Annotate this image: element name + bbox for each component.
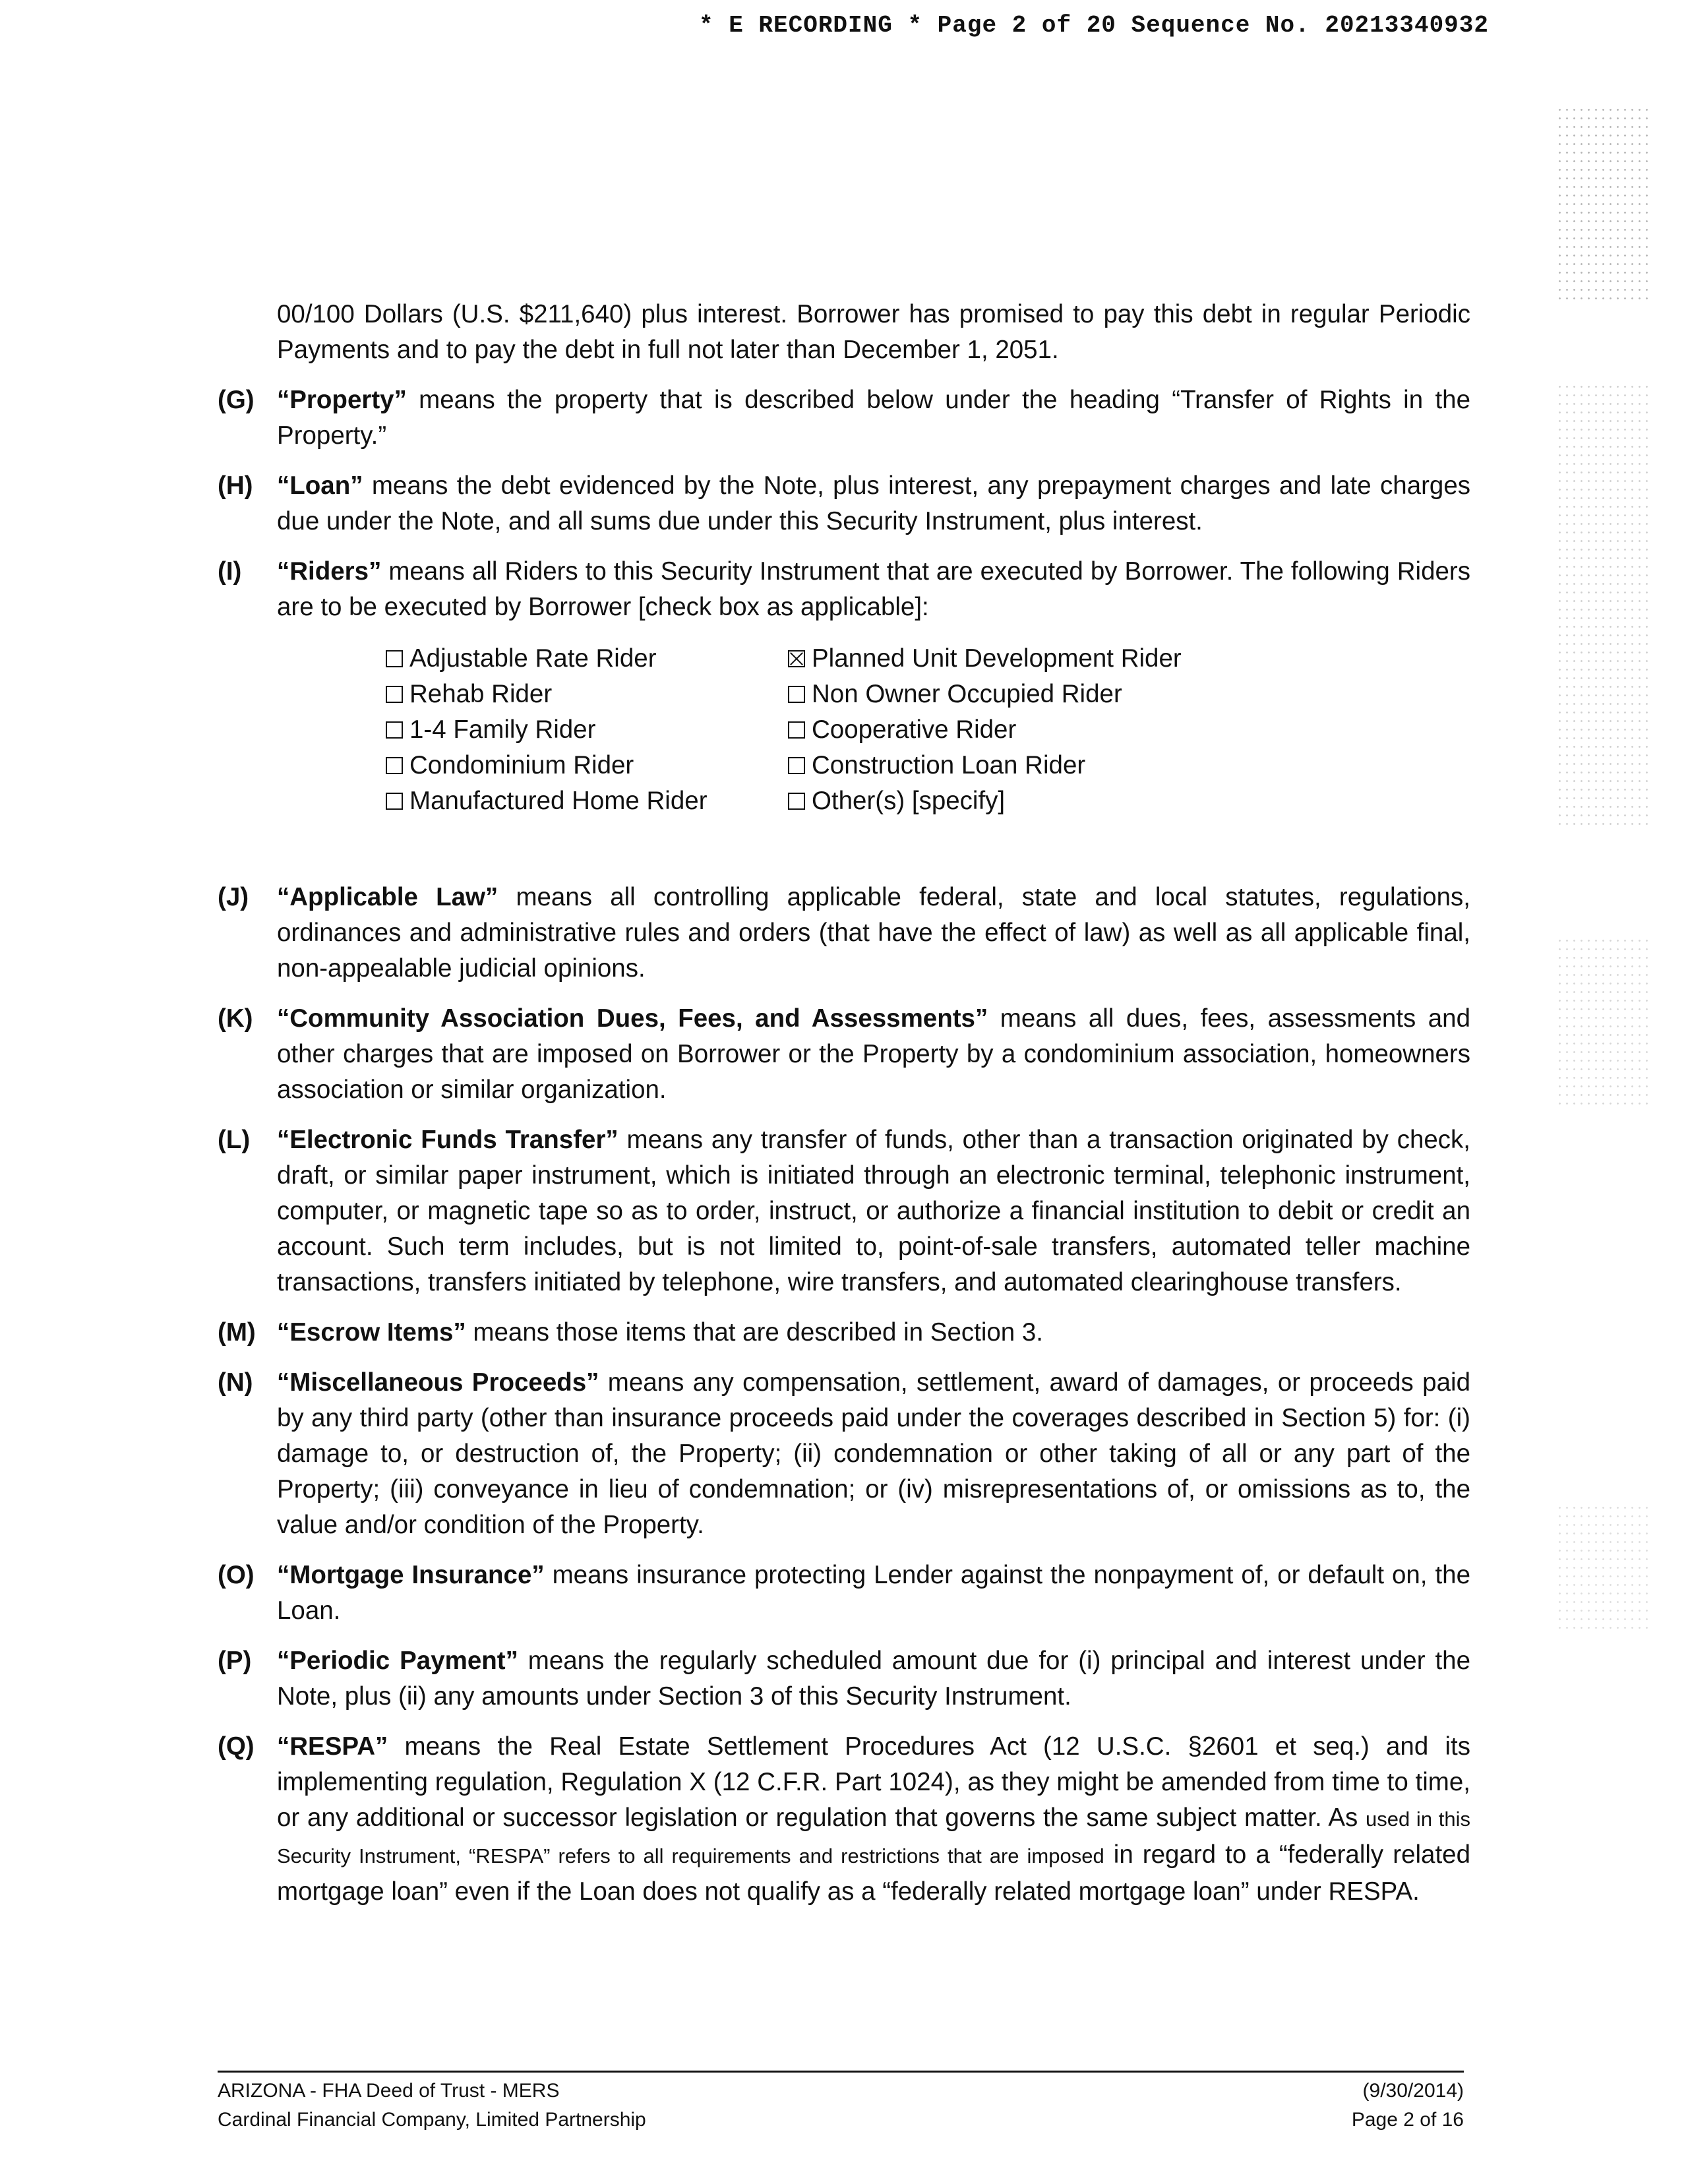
definition-text: means any transfer of funds, other than a transaction originated by check, draft, or similar paper instrument, which is initiated through an electronic terminal, telephonic instrument, computer, or magnetic tape so as to order, instruct, or authorize a financial institution to debit or credit an account. Such term includes, but is not limited to, point-of-sale transfers, automated teller machine transactions, transfers initiated by telephone, wire transfers, and automated clearinghouse transfers. bbox=[277, 1126, 1471, 1296]
definition-text: means the Real Estate Settlement Procedures Act (12 U.S.C. §2601 et seq.) and its implementing regulation, Regulation X (12 C.F.R. Part 1024), as they might be amended from time to time, or any additional or successor legislation or regulation that governs the same subject matter. As bbox=[277, 1732, 1470, 1832]
rider-manufactured-home[interactable] bbox=[386, 783, 788, 819]
rider-rehab[interactable] bbox=[386, 677, 788, 712]
definition-riders bbox=[218, 554, 1470, 625]
checkbox[interactable] bbox=[386, 793, 403, 810]
document-body bbox=[218, 297, 1470, 1910]
checkbox[interactable] bbox=[386, 650, 403, 667]
checkbox[interactable] bbox=[386, 686, 403, 703]
definition-periodic-payment bbox=[218, 1643, 1470, 1714]
definition-property bbox=[218, 382, 1470, 454]
recording-stamp: * E RECORDING * Page 2 of 20 Sequence No. 20213340932 bbox=[699, 12, 1489, 39]
definition-text: means all dues, fees, assessments and other charges that are imposed on Borrower or the Property by a condominium association, homeowners association or similar organization. bbox=[277, 1004, 1470, 1104]
definition-label: (J) bbox=[218, 883, 249, 911]
definition-text: means the regularly scheduled amount due for (i) principal and interest under the Note, plus (ii) any amounts under Section 3 of this Security Instrument. bbox=[277, 1647, 1470, 1711]
checkbox[interactable] bbox=[788, 793, 805, 810]
definition-label: (O) bbox=[218, 1561, 255, 1589]
definition-label: (G) bbox=[218, 386, 255, 414]
checkbox[interactable] bbox=[386, 757, 403, 774]
definition-label: (M) bbox=[218, 1318, 256, 1347]
definition-term: “Miscellaneous Proceeds” bbox=[277, 1368, 599, 1397]
rider-label: Non Owner Occupied Rider bbox=[812, 680, 1122, 708]
rider-label: Other(s) [specify] bbox=[812, 787, 1006, 815]
definition-miscellaneous-proceeds bbox=[218, 1365, 1470, 1543]
definition-community-association-dues bbox=[218, 1001, 1470, 1108]
definition-loan bbox=[218, 468, 1470, 539]
definition-text: means all Riders to this Security Instrument that are executed by Borrower. The following Riders are to be executed by Borrower [check box as applicable]: bbox=[277, 557, 1470, 621]
definition-electronic-funds-transfer bbox=[218, 1122, 1470, 1300]
scan-noise bbox=[1556, 936, 1648, 1108]
lender-name: Cardinal Financial Company, Limited Partnership bbox=[218, 2109, 646, 2131]
rider-label: Construction Loan Rider bbox=[812, 751, 1086, 779]
definition-term: “Mortgage Insurance” bbox=[277, 1561, 545, 1589]
definition-text-tail: in regard to a “federally related mortgage loan” even if the Loan does not qualify as a “federally related mortgage loan” under RESPA. bbox=[277, 1840, 1470, 1906]
scan-noise bbox=[1556, 1503, 1648, 1635]
definition-escrow-items bbox=[218, 1315, 1470, 1350]
definition-term: “Riders” bbox=[277, 557, 382, 586]
definition-label: (Q) bbox=[218, 1732, 255, 1761]
definition-mortgage-insurance bbox=[218, 1558, 1470, 1629]
definition-term: “Electronic Funds Transfer” bbox=[277, 1126, 618, 1154]
scan-noise bbox=[1556, 106, 1648, 303]
rider-planned-unit-development[interactable] bbox=[788, 641, 1210, 677]
rider-label: Adjustable Rate Rider bbox=[409, 644, 657, 673]
checkbox[interactable] bbox=[788, 757, 805, 774]
definition-term: “Property” bbox=[277, 386, 407, 414]
definition-term: “RESPA” bbox=[277, 1732, 388, 1761]
form-date: (9/30/2014) bbox=[1362, 2080, 1464, 2102]
rider-other[interactable] bbox=[788, 783, 1210, 819]
page-footer bbox=[218, 2071, 1464, 2135]
checkbox-checked[interactable] bbox=[788, 650, 805, 667]
definition-label: (P) bbox=[218, 1647, 252, 1675]
rider-1-4-family[interactable] bbox=[386, 712, 788, 748]
definition-respa bbox=[218, 1729, 1470, 1910]
rider-non-owner-occupied[interactable] bbox=[788, 677, 1210, 712]
definition-label: (I) bbox=[218, 557, 242, 586]
rider-label: Planned Unit Development Rider bbox=[812, 644, 1182, 673]
definition-term: “Periodic Payment” bbox=[277, 1647, 518, 1675]
definition-term: “Applicable Law” bbox=[277, 883, 498, 911]
definition-text-small: used in this Security Instrument, “RESPA” refers to all requirements and restrictions that are imposed bbox=[277, 1807, 1470, 1867]
definition-label: (L) bbox=[218, 1126, 251, 1154]
definition-label: (K) bbox=[218, 1004, 253, 1033]
definition-text: means the debt evidenced by the Note, plus interest, any prepayment charges and late charges due under the Note, and all sums due under this Security Instrument, plus interest. bbox=[277, 471, 1470, 535]
checkbox[interactable] bbox=[788, 686, 805, 703]
definition-text: means insurance protecting Lender against the nonpayment of, or default on, the Loan. bbox=[277, 1561, 1471, 1625]
page-number: Page 2 of 16 bbox=[1351, 2109, 1464, 2131]
definition-term: “Escrow Items” bbox=[277, 1318, 466, 1347]
principal-continuation: 00/100 Dollars (U.S. $211,640) plus interest. Borrower has promised to pay this debt in regular Periodic Payments and to pay the debt in full not later than December 1, 2051. bbox=[277, 300, 1470, 364]
rider-label: Cooperative Rider bbox=[812, 715, 1017, 744]
rider-label: 1-4 Family Rider bbox=[409, 715, 596, 744]
rider-label: Rehab Rider bbox=[409, 680, 553, 708]
rider-cooperative[interactable] bbox=[788, 712, 1210, 748]
rider-label: Condominium Rider bbox=[409, 751, 634, 779]
riders-checklist bbox=[386, 641, 1470, 819]
definition-text: means the property that is described below under the heading “Transfer of Rights in the Property.” bbox=[277, 386, 1470, 450]
definition-label: (H) bbox=[218, 471, 253, 500]
definition-term: “Community Association Dues, Fees, and Assessments” bbox=[277, 1004, 988, 1033]
rider-condominium[interactable] bbox=[386, 748, 788, 783]
checkbox[interactable] bbox=[386, 721, 403, 739]
rider-label: Manufactured Home Rider bbox=[409, 787, 708, 815]
definition-text: means all controlling applicable federal, state and local statutes, regulations, ordinances and administrative rules and orders (that have the effect of law) as well as all applicable final, non-appealable judicial opinions. bbox=[277, 883, 1470, 983]
definition-text: means those items that are described in Section 3. bbox=[466, 1318, 1044, 1347]
scan-noise bbox=[1556, 382, 1648, 831]
definition-term: “Loan” bbox=[277, 471, 363, 500]
definition-label: (N) bbox=[218, 1368, 253, 1397]
definition-text: means any compensation, settlement, award of damages, or proceeds paid by any third party (other than insurance proceeds paid under the coverages described in Section 5) for: (i) damage to, or destruction of, the Property; (ii) condemnation or other taking of all or any part of the Property; (iii) conveyance in lieu of condemnation; or (iv) misrepresentations of, or omissions as to, the value and/or condition of the Property. bbox=[277, 1368, 1470, 1539]
definition-applicable-law bbox=[218, 880, 1470, 986]
rider-construction-loan[interactable] bbox=[788, 748, 1210, 783]
rider-adjustable-rate[interactable] bbox=[386, 641, 788, 677]
form-title: ARIZONA - FHA Deed of Trust - MERS bbox=[218, 2080, 560, 2102]
checkbox[interactable] bbox=[788, 721, 805, 739]
